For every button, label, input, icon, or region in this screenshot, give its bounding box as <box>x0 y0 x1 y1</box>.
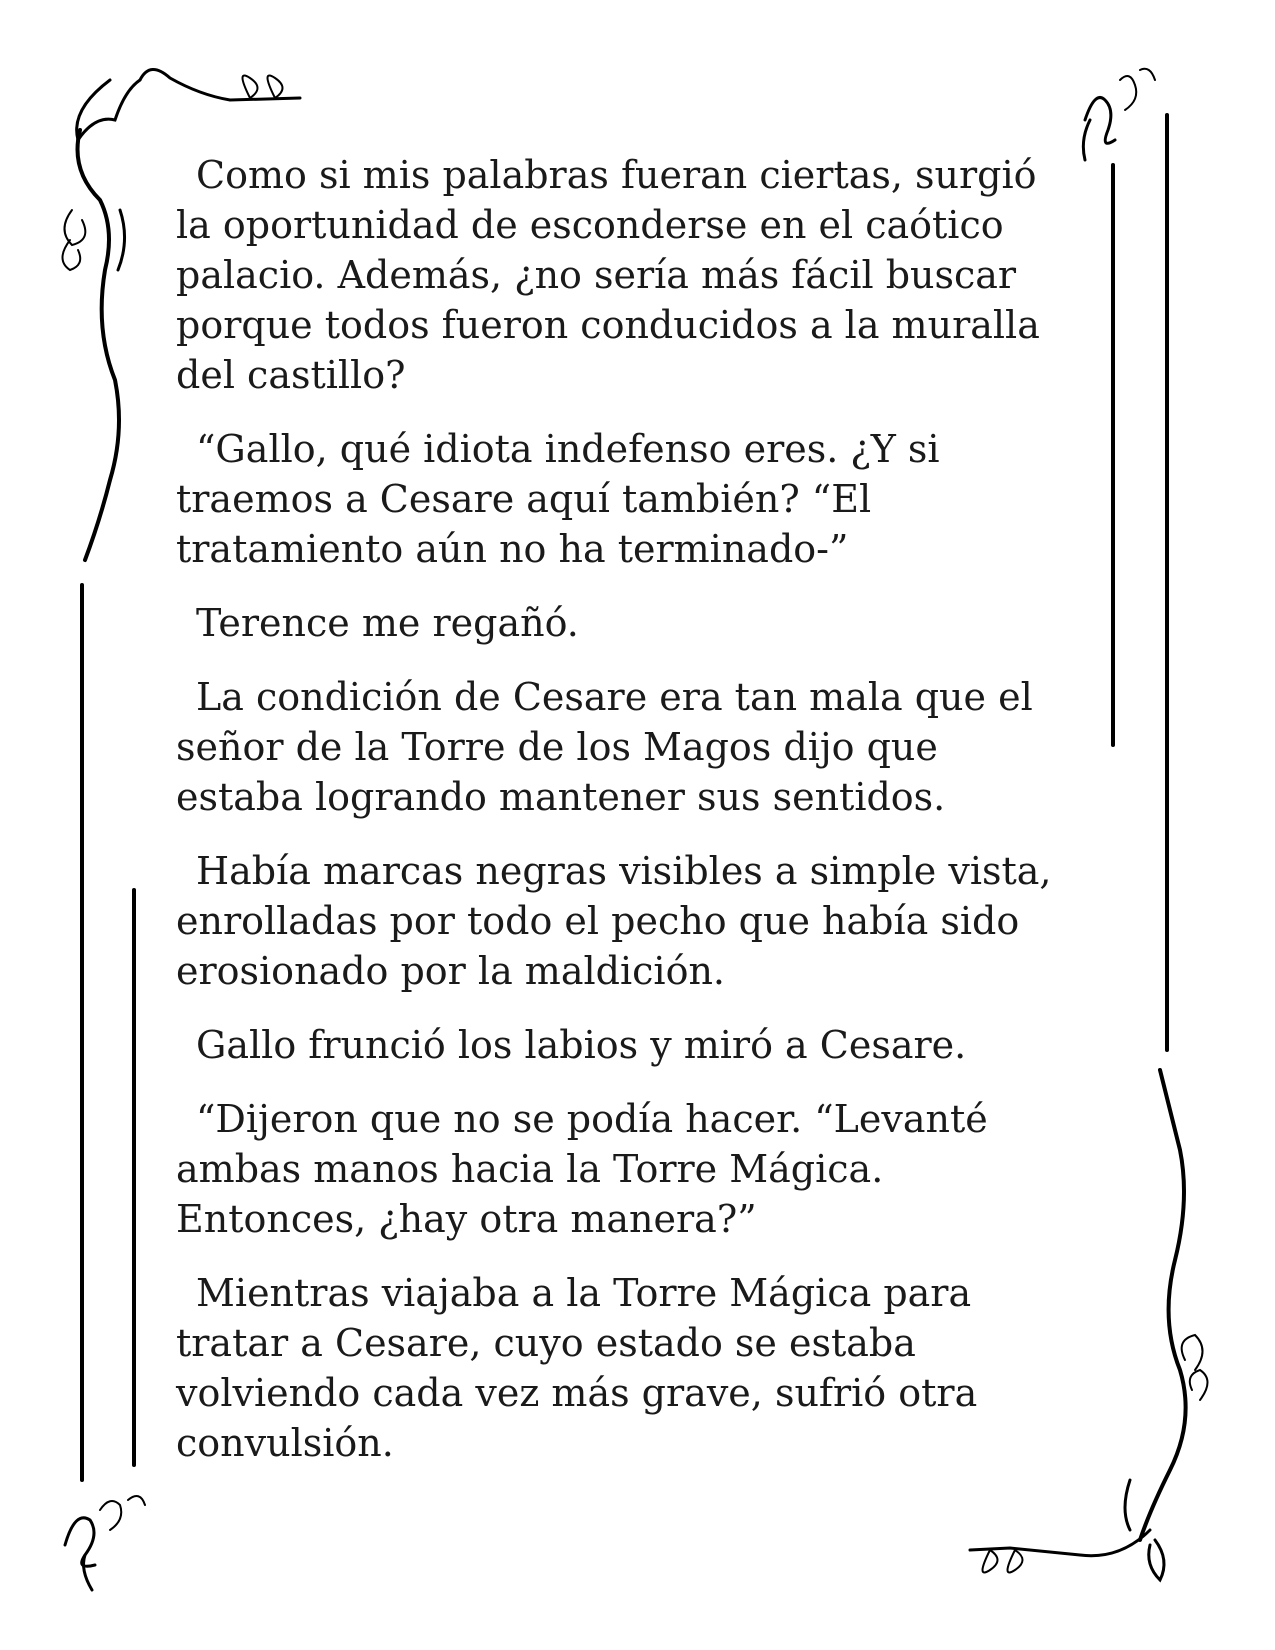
paragraph: “Dijeron que no se podía hacer. “Levanté ambas manos hacia la Torre Mágica. Entonces, ¿hay otra manera?” <box>176 1097 988 1241</box>
paragraph: Gallo frunció los labios y miró a Cesare. <box>196 1023 967 1067</box>
flourish-top-right <box>1083 69 1155 160</box>
paragraph: Había marcas negras visibles a simple vista, enrolladas por todo el pecho que había sido erosionado por la maldición. <box>176 849 1052 993</box>
paragraph: “Gallo, qué idiota indefenso eres. ¿Y si traemos a Cesare aquí también? “El tratamiento aún no ha terminado-” <box>176 427 940 571</box>
flourish-bottom-left <box>65 1496 145 1590</box>
paragraph: Terence me regañó. <box>196 601 579 645</box>
paragraph: Mientras viajaba a la Torre Mágica para tratar a Cesare, cuyo estado se estaba volviendo cada vez más grave, sufrió otra convulsión. <box>176 1271 978 1465</box>
paragraph: La condición de Cesare era tan mala que el señor de la Torre de los Magos dijo que estaba logrando mantener sus sentidos. <box>176 675 1033 819</box>
chapter-text <box>176 150 1076 1492</box>
paragraph: Como si mis palabras fueran ciertas, surgió la oportunidad de esconderse en el caótico palacio. Además, ¿no sería más fácil buscar porque todos fueron conducidos a la muralla del castillo? <box>176 153 1040 397</box>
